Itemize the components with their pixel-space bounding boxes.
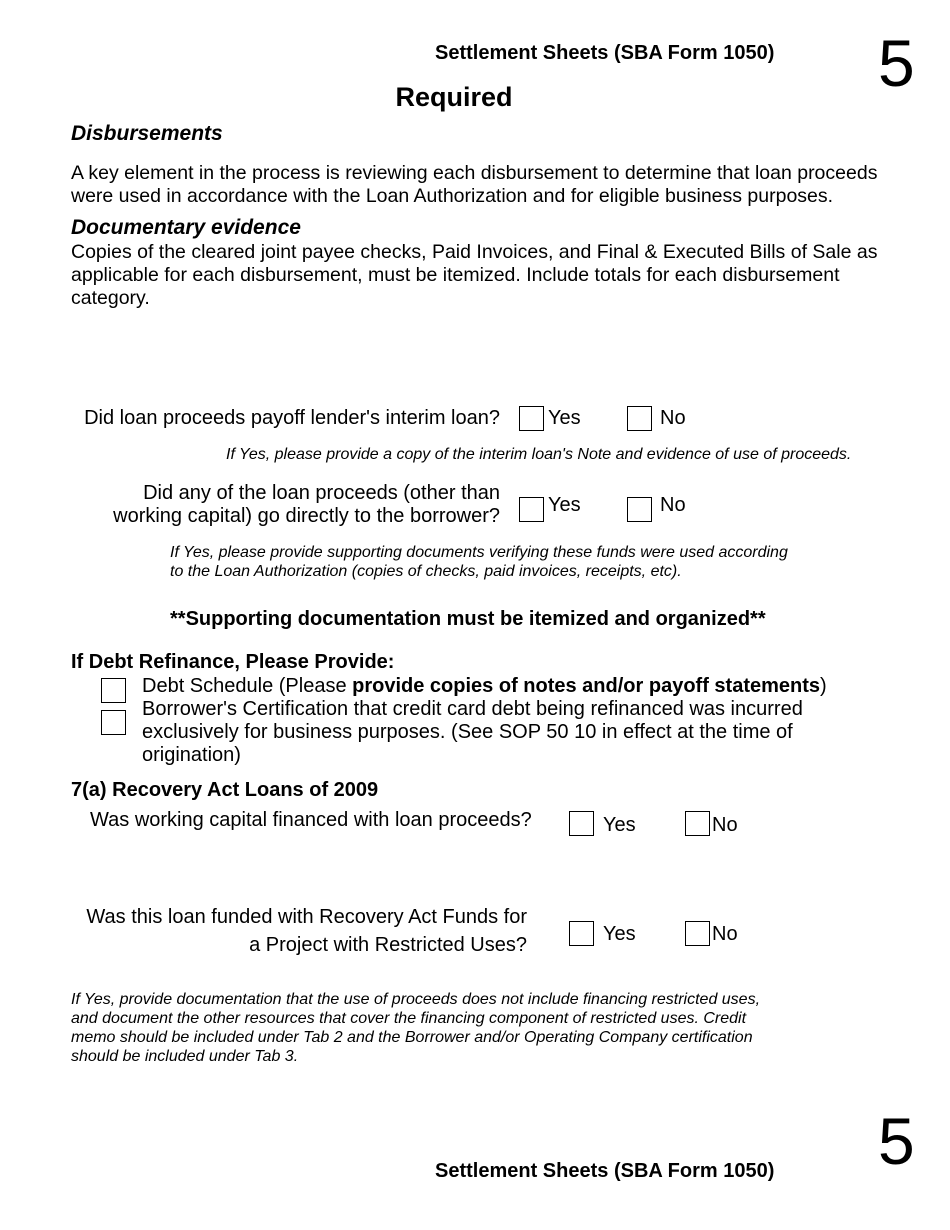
q2-question-1: Did any of the loan proceeds (other than xyxy=(143,482,500,504)
q4-question-2: a Project with Restricted Uses? xyxy=(249,934,527,956)
q2-note-2: to the Loan Authorization (copies of checks, paid invoices, receipts, etc). xyxy=(170,563,682,580)
q3-yes-checkbox[interactable] xyxy=(569,811,594,836)
disbursements-text-1: A key element in the process is reviewing each disbursement to determine that loan proceeds xyxy=(71,162,878,184)
q4-question-1: Was this loan funded with Recovery Act Funds for xyxy=(86,906,527,928)
recovery-note-4: should be included under Tab 3. xyxy=(71,1048,299,1065)
q3-yes-label: Yes xyxy=(603,814,636,836)
q1-yes-label: Yes xyxy=(548,407,581,429)
page-title: Required xyxy=(395,82,513,112)
footer-tab-number: 5 xyxy=(878,1104,915,1178)
documentary-text-1: Copies of the cleared joint payee checks, Paid Invoices, and Final & Executed Bills of Sale as xyxy=(71,241,878,263)
borrower-certification-checkbox[interactable] xyxy=(101,710,126,735)
q3-no-label: No xyxy=(712,814,738,836)
q2-yes-checkbox[interactable] xyxy=(519,497,544,522)
recovery-heading: 7(a) Recovery Act Loans of 2009 xyxy=(71,779,379,801)
documentary-text-2: applicable for each disbursement, must be itemized. Include totals for each disbursement xyxy=(71,264,840,286)
q4-no-checkbox[interactable] xyxy=(685,921,710,946)
debt-schedule-checkbox[interactable] xyxy=(101,678,126,703)
q2-no-label: No xyxy=(660,494,686,516)
debt-schedule-prefix: Debt Schedule (Please xyxy=(142,675,353,697)
debt-schedule-item xyxy=(142,675,827,698)
disbursements-text-2: were used in accordance with the Loan Authorization and for eligible business purposes. xyxy=(71,185,834,207)
tab-number: 5 xyxy=(878,26,915,100)
q2-question-2: working capital) go directly to the borrower? xyxy=(113,505,500,527)
q1-question: Did loan proceeds payoff lender's interim loan? xyxy=(84,407,500,429)
debt-schedule-bold: provide copies of notes and/or payoff statements xyxy=(352,675,821,697)
borrower-certification-3: origination) xyxy=(142,744,241,766)
documentary-text-3: category. xyxy=(71,287,150,309)
q1-yes-checkbox[interactable] xyxy=(519,406,544,431)
q3-no-checkbox[interactable] xyxy=(685,811,710,836)
supporting-notice: **Supporting documentation must be itemized and organized** xyxy=(170,608,766,630)
recovery-note-3: memo should be included under Tab 2 and the Borrower and/or Operating Company certification xyxy=(71,1029,753,1046)
q2-no-checkbox[interactable] xyxy=(627,497,652,522)
borrower-certification-2: exclusively for business purposes. (See SOP 50 10 in effect at the time of xyxy=(142,721,793,743)
recovery-note-1: If Yes, provide documentation that the use of proceeds does not include financing restricted uses, xyxy=(71,991,761,1008)
q1-no-label: No xyxy=(660,407,686,429)
q2-yes-label: Yes xyxy=(548,494,581,516)
debt-schedule-suffix: ) xyxy=(820,675,827,697)
debt-refinance-heading: If Debt Refinance, Please Provide: xyxy=(71,651,395,673)
q2-note-1: If Yes, please provide supporting documents verifying these funds were used according xyxy=(170,544,788,561)
q4-yes-label: Yes xyxy=(603,923,636,945)
disbursements-heading: Disbursements xyxy=(71,122,223,145)
borrower-certification-1: Borrower's Certification that credit card debt being refinanced was incurred xyxy=(142,698,803,720)
footer-title: Settlement Sheets (SBA Form 1050) xyxy=(435,1160,775,1182)
q1-no-checkbox[interactable] xyxy=(627,406,652,431)
q4-no-label: No xyxy=(712,923,738,945)
q4-yes-checkbox[interactable] xyxy=(569,921,594,946)
recovery-note-2: and document the other resources that cover the financing component of restricted uses. Credit xyxy=(71,1010,747,1027)
header-title: Settlement Sheets (SBA Form 1050) xyxy=(435,42,775,64)
documentary-heading: Documentary evidence xyxy=(71,216,301,239)
q1-note: If Yes, please provide a copy of the interim loan's Note and evidence of use of proceeds. xyxy=(226,446,852,463)
q3-question: Was working capital financed with loan proceeds? xyxy=(90,809,532,831)
